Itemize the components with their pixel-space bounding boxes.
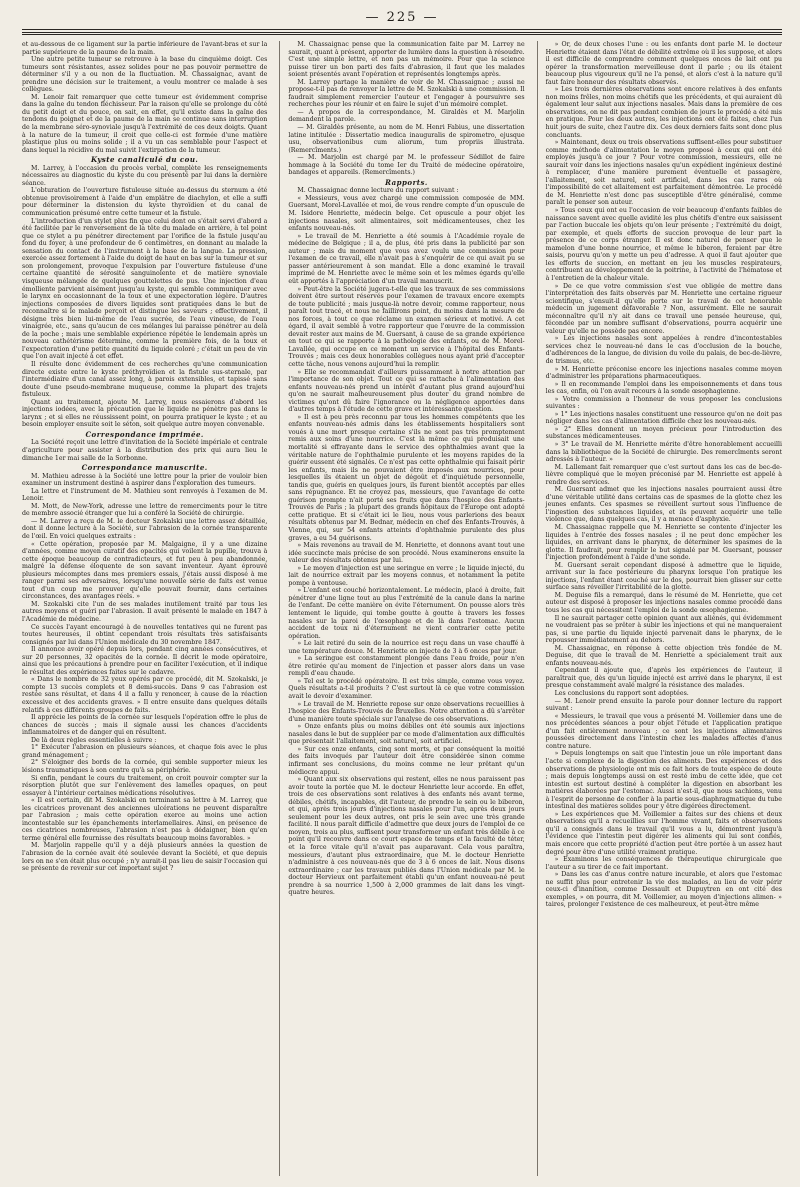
paragraph: « Il est certain, dit M. Szokalski en terminant sa lettre à M. Larrey, que les cicatrices provenant des anciennes ulcérations ne peuvent disparaître par l'abrasion ; mais cette opération exerce au moins une action incontestable sur les épanchements interlamellaires. Ainsi, en présence de ces cicatrices nombreuses, l'abrasion n'est pas à dédaigner, bien qu'en terme général elle fournisse des résultats beaucoup moins favorables. » [22,797,268,842]
paragraph: M. Lallemant fait remarquer que c'est surtout dans les cas de bec-de-lièvre compliqué que le moyen préconisé par M. Henriette est appelé à rendre des services. [545,463,782,486]
paragraph: M. Larrey, à l'occasion du procès verbal, complète les renseignements nécessaires au diagnostic du kyste du cou présenté par lui dans la dernière séance. [22,164,268,187]
paragraph: — A propos de la correspondance, M. Giraldès et M. Marjolin demandent la parole. [288,108,525,124]
header-rule [22,29,782,35]
page-number: — 225 — [365,10,439,25]
paragraph: » Quant aux six observations qui restent, elles ne nous paraissent pas avoir toute la portée que M. le docteur Henriette leur accorde. En effet, trois de ces observations sont relatives à des enfants nés avant terme, débiles, chétifs, incapables, dit l'auteur, de prendre le sein ou le biberon, et qui, après trois jours d'injections nasales pour l'un, après deux jours seulement pour les deux autres, ont pris le sein avec une très grande facilité. Il nous paraît difficile d'admettre que deux jours de l'emploi de ce moyen, trois au plus, suffisent pour transformer un enfant très débile à ce point qu'il recouvre dans ce court espace de temps et la faculté de téter, et la force vitale qu'il n'avait pas auparavant. Cela vous paraîtra, messieurs, d'autant plus extraordinaire, que M. le docteur Henriette n'administre à ces nouveau-nés que de 3 à 6 onces de lait. Nous disons extraordinaire ; car les travaux publiés dans l'Union médicale par M. le docteur Hervieux ont parfaitement établi qu'un enfant nouveau-né peut prendre à sa nourrice 1,500 à 2,000 grammes de lait dans les vingt-quatre heures. [288,776,525,897]
paragraph: La Société reçoit une lettre d'invitation de la Société impériale et centrale d'agriculture pour assister à la distribution des prix qui aura lieu le dimanche 1er mai salle de la Sorbonne. [22,439,268,462]
paragraph: Si enfin, pendant le cours du traitement, on croit pouvoir compter sur la résorption plutôt que sur l'enlèvement des lamelles opaques, on peut essayer à l'intérieur certaines médications résolutives. [22,774,268,797]
paragraph: M. Guersant serait cependant disposé à admettre que le liquide, arrivant sur la face postérieure du pharynx lorsque l'on pratique les injections, l'enfant étant couché sur le dos, pourrait bien glisser sur cette surface sans réveiller l'irritabilité de la glotte. [545,561,782,592]
paragraph: Quant au traitement, ajoute M. Larrey, nous essaierons d'abord les injections iodées, avec la précaution que le liquide ne pénètre pas dans le larynx ; et si elles ne réussissent point, on pourra pratiquer le kyste ; et au besoin employer ensuite soit le séton, soit quelque autre moyen convenable. [22,398,268,429]
paragraph: » Tel est le procédé opératoire. Il est très simple, comme vous voyez. Quels résultats a-t-il produits ? C'est surtout là ce que votre commission avait le devoir d'examiner. [288,677,525,701]
paragraph: » La seringue est constamment plongée dans l'eau froide, pour n'en être retirée qu'au moment de l'injection et passer alors dans un vase rempli d'eau chaude. [288,655,525,678]
column-middle [279,41,524,1176]
paragraph: » Dans les cas d'anus contre nature incurable, et alors que l'estomac ne suffit plus pour entretenir la vie des malades, au lieu de voir périr ceux-ci d'inanition, comme Dessault et Dupuytren en ont cité des exemples, » on pourra, dit M. Voillemier, au moyen d'injections alimen- » taires, prolonger l'existence de ces malheureux, et peut-être même [545,871,782,909]
paragraph: M. Chassaignac donne lecture du rapport suivant : [297,187,459,195]
paragraph: M. Chassaignac rappelle que M. Henriette se contente d'injecter les liquides à l'entrée des fosses nasales ; il ne peut donc empêcher les liquides, en arrivant dans le pharynx, de déterminer les spasmes de la glotte. Il faudrait, pour remplir le but signalé par M. Guersant, pousser l'injection profondément à l'aide d'une sonde. [545,524,782,562]
column-right [537,41,782,1176]
paragraph: Les conclusions du rapport sont adoptées. [554,690,689,698]
paragraph: » Peut-être la Société jugera-t-elle que les travaux de ses commissions doivent être surtout réservés pour l'examen de travaux encore exempts de toute publicité ; mais jusque-là notre devoir, comme rapporteur, nous paraît tout tracé, et nous ne faillirons point, du moins dans la mesure de nos forces, à tout ce que réclame un examen sérieux et motivé. A cet égard, il avait semblé à votre rapporteur que l'œuvre de la commission devait rester aux mains de M. Guersant, à cause de sa grande expérience en tout ce qui se rapporte à la pathologie des enfants, ou de M. Morel-Lavallée, qui occupe en ce moment un service à l'hôpital des Enfants-Trouvés ; mais ces deux honorables collègues nous ayant prié d'accepter cette tâche, nous venons aujourd'hui la remplir. [288,285,525,368]
paragraph: M. Mott, de New-York, adresse une lettre de remerciments pour le titre de membre associé étranger que lui a conféré la Société de chirurgie. [22,502,268,518]
paragraph: Il apprécie les points de la cornée sur lesquels l'opération offre le plus de chances de succès ; mais il signale aussi les chances d'accidents inflammatoires et de danger qui en résultent. [22,714,268,737]
paragraph: Il annonce avoir opéré depuis lors, pendant cinq années consécutives, et sur 20 personnes, 32 opacités de la cornée. Il décrit le mode opératoire, ainsi que les précautions à prendre pour en faciliter l'exécution, et il indique le résultat des expériences faites sur le cadavre. [22,646,268,676]
paragraph: Une autre petite tumeur se retrouve à la base du cinquième doigt. Ces tumeurs sont résistantes, assez solides pour ne pas pouvoir permettre de déterminer s'il y a ou non de la fluctuation. M. Chassaignac, avant de prendre une décision sur le traitement, a voulu montrer ce malade à ses collègues. [22,56,268,94]
section-heading: Kyste canaliculé du cou. [90,155,199,165]
section-heading: Correspondance imprimée. [85,429,204,439]
paragraph: » Le lait retiré du sein de la nourrice est reçu dans un vase chauffé à une température douce. M. Henriette en injecte de 3 à 6 onces par jour. [288,640,525,655]
paragraph: Il ne saurait partager cette opinion quant aux aliénés, qui évidemment ne voudraient pas se prêter à subir les injections et qui ne manqueraient pas, si une partie du liquide injecté parvenait dans le pharynx, de le repousser immédiatement au dehors. [545,614,782,645]
paragraph: » Il est à peu près reconnu par tous les hommes compétents que les enfants nouveau-nés admis dans les établissements hospitaliers sont voués à une mort presque certaine s'ils ne sont pas très promptement remis aux soins d'une nourrice. C'est là même ce qui produisait une mortalité si effrayante dans le service des ophthalmies avant que la véritable nature de l'ophthalmie purulente et les moyens rapides de la guérir eussent été signalés. Ce n'est pas cette ophthalmie qui faisait périr les enfants, mais ils ne pouvaient être imposés aux nourrices, pour lesquelles ils étaient un objet de dégoût et d'inquiétude personnelle, tandis que, guéris en quelques jours, ils furent bientôt acceptés par elles sans répugnance. Et ne croyez pas, messieurs, que l'avantage de cette guérison prompte n'ait porté ses fruits que dans l'hospice des Enfants-Trouvés de Paris ; la plupart des grands hôpitaux de l'Europe ont adopté cette pratique. Et si c'était ici le lieu, nous vous parlerions des beaux résultats obtenus par M. Bednar, médecin en chef des Enfants-Trouvés, à Vienne, qui, sur 54 enfants atteints d'ophthalmie purulente des plus graves, a eu 54 guérisons. [288,413,525,542]
paragraph: M. Chassaignac pense que la communication faite par M. Larrey ne saurait, quant à présent, apporter de lumière dans la question à résoudre. C'est une simple lettre, et non pas un mémoire. Pour que la science puisse tirer un bon parti des faits d'abrasion, il faut que les malades soient présentés avant l'opération et représentés longtemps après. [288,41,525,79]
paragraph: » Les injections nasales sont appelées à rendre d'incontestables services chez le nouveau-né dans le cas d'occlusion de la bouche, d'adhérences de la langue, de division du voile du palais, de bec-de-lièvre, de trismus, etc. [545,335,782,365]
paragraph: » 2° Elles donnent un moyen précieux pour l'introduction des substances médicamenteuses. [545,425,782,441]
paragraph: « Dans le nombre de 32 yeux opérés par ce procédé, dit M. Szokalski, je compte 13 succès complets et 8 demi-succès. Dans 9 cas l'abrasion est restée sans résultat, et dans 4 il a fallu y renoncer, à cause de la réaction excessive et des accidents graves. » Il entre ensuite dans quelques détails relatifs à ces différents groupes de faits. [22,676,268,714]
paragraph: » Le travail de M. Henriette a été soumis à l'Académie royale de médecine de Belgique ; il a, de plus, été pris dans la publicité par son auteur ; mais du moment que vous avez voulu une commission pour l'examen de ce travail, elle n'avait pas à s'enquérir de ce qui avait pu se passer antérieurement à son mandat. Elle a donc examiné le travail imprimé de M. Henriette avec le même soin et les mêmes égards qu'elle eût apportés à l'appréciation d'un travail manuscrit. [288,232,525,285]
paragraph: » Il en recommande l'emploi dans les empoisonnements et dans tous les cas, enfin, où l'on avait recours à la sonde œsophagienne. [545,380,782,396]
paragraph: M. Chassaignac, en réponse à cette objection très fondée de M. Deguise, dit que le travail de M. Henriette a spécialement trait aux enfants nouveau-nés. [545,644,782,667]
paragraph: » 1° Les injections nasales constituent une ressource qu'on ne doit pas négliger dans les cas d'alimentation difficile chez les nouveau-nés. [545,410,782,426]
paragraph: » Mais revenons au travail de M. Henriette, et donnons avant tout une idée succincte mais précise de son procédé. Nous examinerons ensuite la valeur des résultats obtenus par lui. [288,542,525,565]
paragraph: » De ce que votre commission s'est vue obligée de mettre dans l'interprétation des faits observés par M. Henriette une certaine rigueur scientifique, s'ensuit-il qu'elle porte sur le travail de cet honorable médecin un jugement défavorable ? Non, assurément. Elle ne saurait méconnaître qu'il n'y ait dans ce travail une pensée heureuse, qui, fécondée par un nombre suffisant d'observations, pourra acquérir une valeur qu'elle ne possède pas encore. [545,282,782,335]
section-heading: Correspondance manuscrite. [81,463,208,473]
paragraph: » Elle se recommandait d'ailleurs puissamment à notre attention par l'importance de son objet. Tout ce qui se rattache à l'alimentation des enfants nouveau-nés prend un intérêt d'autant plus grand aujourd'hui qu'on ne saurait malheureusement plus douter du grand nombre de victimes qu'ont dû faire l'ignorance ou la négligence apportées dans d'autres temps à l'étude de cette grave et intéressante question. [288,368,525,414]
paragraph: » Onze enfants plus ou moins débiles ont été soumis aux injections nasales dans le but de suppléer par ce mode d'alimentation aux difficultés que présentait l'allaitement, soit naturel, soit artificiel. [288,723,525,746]
paragraph: M. Larrey partage la manière de voir de M. Chassaignac ; aussi ne propose-t-il pas de renvoyer la lettre de M. Szokalski à une commission. Il faudrait simplement remercier l'auteur et l'engager à poursuivre ses recherches pour les réunir et en faire le sujet d'un mémoire complet. [288,78,525,109]
paragraph: — M. Lenoir prend ensuite la parole pour donner lecture du rapport suivant : [545,697,782,713]
paragraph: Ce succès l'ayant encouragé à de nouvelles tentatives qui ne furent pas toutes heureuses, il obtint cependant trois résultats très satisfaisants consignés par lui dans l'Union médicale du 30 novembre 1847. [22,623,268,646]
paragraph: L'introduction d'un stylet plus fin que celui dont on s'était servi d'abord a été facilitée par le renversement de la tête du malade en arrière, à tel point que ce stylet a pu pénétrer directement par l'orifice de la fistule jusqu'au fond du foyer, à une profondeur de 6 centimètres, en donnant au malade la sensation du contact de l'instrument à la base de la langue. La pression, exercée assez fortement à l'aide du doigt de haut en bas sur la tumeur et sur son prolongement, provoque l'expulsion par l'ouverture fistuleuse d'une certaine quantité de sérosité sanguinolente et de matière synoviale visqueuse mélangée de quelques gouttelettes de pus. Une injection d'eau émolliente parvient aisément jusqu'au kyste, qui semble communiquer avec le larynx en occasionnant de la toux et une expectoration légère. D'autres injections composées de divers liquides sont pratiquées dans le but de reconnaître si le malade perçoit et distingue les saveurs ; effectivement, il désigne très bien lui-même de l'eau sucrée, de l'eau vineuse, de l'eau vinaigrée, etc., sans qu'aucun de ces mélanges lui paraisse pénétrer au delà de la poche ; mais une semblable expérience répétée le lendemain après un nouveau cathétérisme détermine, comme la première fois, de la toux et l'expectoration d'une petite quantité du liquide coloré ; c'était un peu de vin que l'on avait injecté à cet effet. [22,217,268,361]
paragraph: » 3° Le travail de M. Henriette mérite d'être honorablement accueilli dans la bibliothèque de la Société de chirurgie. Des remercîments seront adressés à l'auteur. » [545,440,782,464]
paragraph: 2° S'éloigner des bords de la cornée, qui semble supporter mieux les lésions traumatiques à son centre qu'à sa périphérie. [22,759,268,774]
paragraph: » Tous ceux qui ont eu l'occasion de voir beaucoup d'enfants faibles de naissance savent avec quelle avidité les plus chétifs d'entre eux saisissent par l'action buccale les objets qu'on leur présente ; l'extrémité du doigt, par exemple, et quels efforts de succion provoque de leur part la présence de ce corps étranger. Il est donc naturel de penser que le mamelon d'une bonne nourrice, et même le biberon, feraient par être saisis, pourvu qu'on y mette un peu d'adresse. A quoi il faut ajouter que les efforts de succion, en mettant en jeu les muscles respirateurs, contribuent au développement de la poitrine, à l'activité de l'hématose et à l'entretien de la chaleur vitale. [545,207,782,282]
paragraph: et au-dessous de ce ligament sur la partie inférieure de l'avant-bras et sur la partie supérieure de la paume de la main. [22,41,268,56]
paragraph: « Messieurs, vous avez chargé une commission composée de MM. Guersant, Morel-Lavallée et moi, de vous rendre compte d'un opuscule de M. Isidore Henriette, médecin belge. Cet opuscule a pour objet les injections nasales, soit alimentaires, soit médicamenteuses, chez les enfants nouveau-nés. [288,194,525,233]
paragraph: L'obturation de l'ouverture fistuleuse située au-dessus du sternum a été obtenue provisoirement à l'aide d'un emplâtre de diachylon, et elle a suffi pour déterminer la distension du kyste thyroïdien et du canal de communication présumé entre cette tumeur et la fistule. [22,187,268,218]
paragraph: » Sur ces onze enfants, cinq sont morts, et par conséquent la moitié des faits invoqués par l'auteur doit être considérée sinon comme infirmant ses conclusions, du moins comme ne leur prêtant qu'un médiocre appui. [288,745,525,776]
paragraph: De là deux règles essentielles à suivre : [31,736,157,744]
section-heading: Rapports. [385,177,428,187]
paragraph: » Le moyen d'injection est une seringue en verre ; le liquide injecté, du lait de nourrice extrait par les moyens connus, et notamment la petite pompe à ventouse. [288,564,525,587]
paragraph: » Votre commission a l'honneur de vous proposer les conclusions suivantes : [545,395,782,411]
paragraph: » Les trois dernières observations sont encore relatives à des enfants non moins frêles, non moins chétifs que les précédents, et qui auraient dû également leur salut aux injections nasales. Mais dans la première de ces observations, on ne dit pas pendant combien de jours le procédé a été mis en pratique. Pour les deux autres, les injections ont été faites, chez l'un huit jours de suite, chez l'autre dix. Ces deux derniers faits sont donc plus concluants. [545,86,782,139]
paragraph: M. Mathieu adresse à la Société une lettre pour la prier de vouloir bien examiner un instrument destiné à aspirer dans l'exploration des tumeurs. [22,472,268,488]
paragraph: « Messieurs, le travail que vous a présenté M. Voillemier dans une de nos précédentes séances a pour objet l'étude et l'application pratique d'un fait entièrement nouveau ; ce sont les injections alimentaires poussées directement dans l'intestin chez les malades affectés d'anus contre nature. [545,712,782,750]
paragraph: » Le travail de M. Henriette repose sur onze observations recueillies à l'hospice des Enfants-Trouvés de Bruxelles. Notre attention a dû s'arrêter d'une manière toute spéciale sur l'analyse de ces observations. [288,700,525,723]
paragraph: M. Guersant admet que les injections nasales pourraient aussi être d'une véritable utilité dans certains cas de spasmes de la glotte chez les jeunes enfants. Ces spasmes se réveillent surtout sous l'influence de l'ingestion des substances liquides, et ils peuvent acquérir une telle violence que, dans quelques cas, il y a menace d'asphyxie. [545,486,782,524]
paragraph: Cependant il ajoute que, d'après les expériences de l'auteur, il paraîtrait que, dès qu'un liquide injecté est arrivé dans le pharynx, il est presque constamment avalé malgré la résistance des malades. [545,667,782,690]
paragraph: M. Deguise fils a remarqué, dans le résumé de M. Henriette, que cet auteur est disposé à proposer les injections nasales comme procédé dans tous les cas qui nécessitent l'emploi de la sonde œsophagienne. [545,591,782,615]
paragraph: » Examinons les conséquences de thérapeutique chirurgicale que l'auteur a su tirer de ce fait important. [545,856,782,871]
paragraph: » Maintenant, deux ou trois observations suffisent-elles pour substituer comme méthode d'alimentation le moyen proposé à ceux qui ont été employés jusqu'à ce jour ? Pour votre commission, messieurs, elle ne saurait voir dans les injections nasales qu'un expédient ingénieux destiné à remplacer, d'une manière purement éventuelle et passagère, l'allaitement, soit naturel, soit artificiel, dans les cas rares où l'impossibilité de cet allaitement est parfaitement démontrée. Le procédé de M. Henriette n'est donc pas susceptible d'être généralisé, comme paraît le penser son auteur. [545,139,782,207]
paragraph: 1° Exécuter l'abrasion en plusieurs séances, et chaque fois avec le plus grand ménagement ; [22,744,268,759]
paragraph: — M. Giraldès présente, au nom de M. Henri Fabius, une dissertation latine intitulée : Dissertatio medica inauguralis de spirometro, ejusque usu, observationibus cum aliorum, tum propriis illustrata. (Remercîments.) [288,124,525,154]
paragraph: « Cette opération, proposée par M. Malgaigne, il y a une dizaine d'années, comme moyen curatif des opacités qui voilent la pupille, trouva à cette époque beaucoup de contradicteurs, et fut peu à peu abandonnée, malgré la défense éloquente de son savant inventeur. Ayant éprouvé plusieurs mécomptes dans mes premiers essais, j'étais aussi disposé à me ranger parmi ses adversaires, lorsqu'une nouvelle série de faits est venue tout d'un coup me prouver qu'elle pouvait fournir, dans certaines circonstances, des avantages réels. » [22,540,268,601]
paragraph: M. Szokalski cite l'un de ses malades inutilement traité par tous les autres moyens et guéri par l'abrasion. Il avait présenté le malade en 1847 à l'Académie de médecine. [22,600,268,624]
paragraph: Il résulte donc évidemment de ces recherches qu'une communication directe existe entre le kyste préthyroïdien et la fistule sus-sternale, par l'intermédiaire d'un canal assez long, à parois extensibles, et tapissé sans doute d'une pseudo-membrane muqueuse, comme la plupart des trajets fistuleux. [22,360,268,399]
paragraph: M. Lenoir fait remarquer que cette tumeur est évidemment comprise dans la gaîne du tendon fléchisseur. Par la raison qu'elle se prolonge du côté du petit doigt et du pouce, on sait, en effet, qu'il existe dans la gaîne des tendons du poignet et de la paume de la main se continue sans interruption de la membrane séro-synoviale jusqu'à l'extrémité de ces deux doigts. Quant à la nature de la tumeur, il croit que celle-ci est formée d'une matière plastique plus ou moins solide ; il a vu un cas semblable pour l'aspect et dans lequel la récidive du mal suivit l'extirpation de la tumeur. [22,93,268,154]
paragraph: » M. Henriette préconise encore les injections nasales comme moyen d'administrer les préparations pharmaceutiques. [545,365,782,381]
paragraph: » Les expériences que M. Voillemier a faites sur des chiens et deux observations qu'il a recueillies sur l'homme vivant, faits et observations qu'il a consignés dans le travail qu'il vous a lu, démontrent jusqu'à l'évidence que l'intestin peut digérer les aliments qui lui sont confiés, mais encore que cette propriété d'action peut être portée à un assez haut degré pour être d'une utilité vraiment pratique. [545,810,782,856]
text-columns [22,41,782,1176]
paragraph: La lettre et l'instrument de M. Mathieu sont renvoyés à l'examen de M. Lenoir. [22,487,268,503]
paragraph: — M. Larrey a reçu de M. le docteur Szokalski une lettre assez détaillée, dont il donne lecture à la Société, sur l'abrasion de la cornée transparente de l'œil. En voici quelques extraits : [22,517,268,540]
column-left [22,41,267,1176]
paragraph: » L'enfant est couché horizontalement. Le médecin, placé à droite, fait pénétrer d'une ligne tout au plus l'extrémité de la canule dans la narine de l'enfant. De cette manière on évite l'éternument. On pousse alors très lentement le liquide, qui tombe goutte à goutte à travers les fosses nasales sur la paroi de l'œsophage et de là dans l'estomac. Aucun accident de toux ni d'éternument ne vient contrarier cette petite opération. [288,587,525,640]
paragraph: » Or, de deux choses l'une : ou les enfants dont parle M. le docteur Henriette étaient dans l'état de débilité extrême où il les suppose, et alors il est difficile de comprendre comment quelques onces de lait ont pu opérer la transformation merveilleuse dont il parle ; ou ils étaient beaucoup plus vigoureux qu'il ne l'a pensé, et alors c'est à la nature qu'il faut faire honneur des résultats observés. [545,41,782,86]
paragraph: M. Marjolin rappelle qu'il y a déjà plusieurs années la question de l'abrasion de la cornée avait été soulevée devant la Société, et que depuis lors on ne s'en était plus occupé ; n'y aurait-il pas lieu de saisir l'occasion qui se présente de revenir sur cet important sujet ? [22,842,268,873]
paragraph: » Depuis longtemps on sait que l'intestin joue un rôle important dans l'acte si complexe de la digestion des aliments. Des expériences et des observations de physiologie ont mis ce fait hors de toute espèce de doute ; mais depuis longtemps aussi on est resté imbu de cette idée, que cet intestin est surtout destiné à compléter la digestion en absorbant les matières élaborées par l'estomac. Aussi n'est-il, que nous sachions, venu à l'esprit de personne de confier à la partie sous-diaphragmatique du tube intestinal des matières solides pour y être digérées directement. [545,750,782,811]
paragraph: — M. Marjolin est chargé par M. le professeur Sédillot de faire hommage à la Société du tome Ier du Traité de médecine opératoire, bandages et appareils. (Remercîments.) [288,154,525,177]
